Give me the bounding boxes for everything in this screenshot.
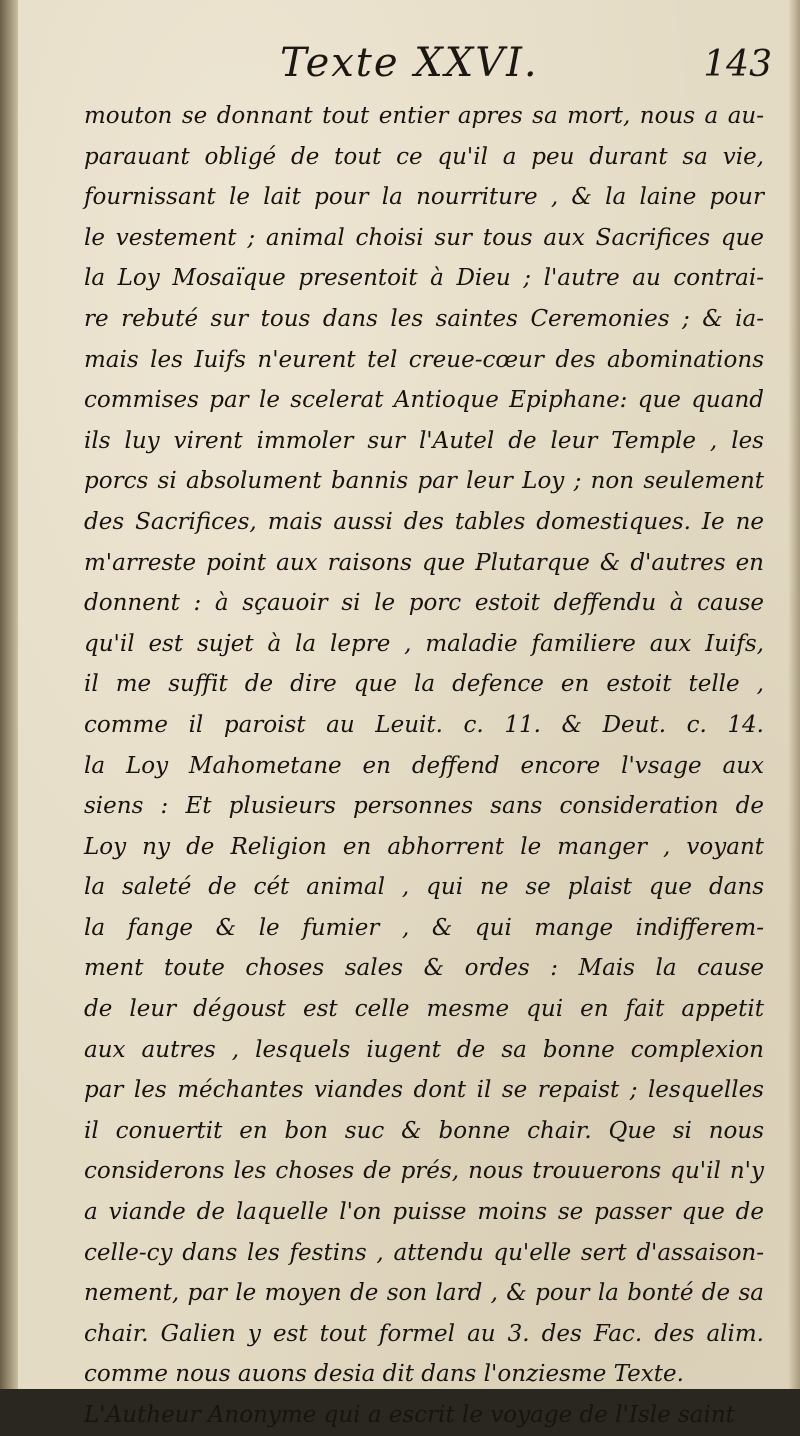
- text-line: fournissant le lait pour la nourriture , & la laine pour: [84, 184, 764, 211]
- text-line: par les méchantes viandes dont il se repaist ; lesquelles: [84, 1077, 764, 1104]
- text-line: il conuertit en bon suc & bonne chair. Que si nous: [84, 1117, 764, 1144]
- text-line: porcs si absolument bannis par leur Loy ; non seulement: [84, 468, 764, 495]
- text-line: celle-cy dans les festins , attendu qu'elle sert d'assaison-: [84, 1239, 764, 1266]
- text-line: parauant obligé de tout ce qu'il a peu durant sa vie,: [84, 143, 764, 170]
- text-line: Loy ny de Religion en abhorrent le manger , voyant: [84, 833, 764, 860]
- body-text: [84, 96, 764, 1436]
- text-line: ils luy virent immoler sur l'Autel de leur Temple , les: [84, 427, 764, 454]
- text-line: L'Autheur Anonyme qui a escrit le voyage de l'Isle saint: [84, 1402, 735, 1428]
- text-line: m'arreste point aux raisons que Plutarque & d'autres en: [84, 549, 764, 576]
- text-line: la Loy Mahometane en deffend encore l'vsage aux: [84, 752, 764, 779]
- page-gutter-shadow: [0, 0, 18, 1389]
- text-line: siens : Et plusieurs personnes sans consideration de: [84, 793, 764, 820]
- text-line: considerons les choses de prés, nous trouuerons qu'il n'y: [84, 1158, 764, 1185]
- text-line: chair. Galien y est tout formel au 3. des Fac. des alim.: [84, 1320, 764, 1347]
- text-line: qu'il est sujet à la lepre , maladie familiere aux Iuifs,: [84, 630, 764, 657]
- page-number: 143: [703, 44, 772, 85]
- text-line: aux autres , lesquels iugent de sa bonne complexion: [84, 1036, 764, 1063]
- text-line: comme il paroist au Leuit. c. 11. & Deut. c. 14.: [84, 711, 764, 738]
- text-line: la saleté de cét animal , qui ne se plaist que dans: [84, 874, 764, 901]
- text-line: il me suffit de dire que la defence en estoit telle ,: [84, 671, 764, 698]
- running-title: Texte XXVI.: [280, 40, 539, 86]
- text-line: ment toute choses sales & ordes : Mais la cause: [84, 955, 764, 982]
- text-line: mais les Iuifs n'eurent tel creue-cœur des abominations: [84, 346, 764, 373]
- text-line: donnent : à sçauoir si le porc estoit deffendu à cause: [84, 590, 764, 617]
- text-line: re rebuté sur tous dans les saintes Ceremonies ; & ia-: [84, 305, 764, 332]
- page-header: [90, 40, 780, 90]
- page-edge-shadow: [788, 0, 800, 1389]
- text-line: nement, par le moyen de son lard , & pour la bonté de sa: [84, 1280, 764, 1307]
- text-line: de leur dégoust est celle mesme qui en fait appetit: [84, 996, 764, 1023]
- text-line: commises par le scelerat Antioque Epiphane: que quand: [84, 387, 764, 414]
- text-line: le vestement ; animal choisi sur tous aux Sacrifices que: [84, 224, 764, 251]
- text-line: mouton se donnant tout entier apres sa mort, nous a au-: [84, 103, 764, 129]
- text-line: a viande de laquelle l'on puisse moins se passer que de: [84, 1199, 764, 1226]
- text-line: la Loy Mosaïque presentoit à Dieu ; l'autre au contrai-: [84, 265, 764, 292]
- text-line: comme nous auons desia dit dans l'onziesme Texte.: [84, 1361, 684, 1388]
- text-line: des Sacrifices, mais aussi des tables domestiques. Ie ne: [84, 508, 764, 535]
- text-line: la fange & le fumier , & qui mange indifferem-: [84, 914, 764, 941]
